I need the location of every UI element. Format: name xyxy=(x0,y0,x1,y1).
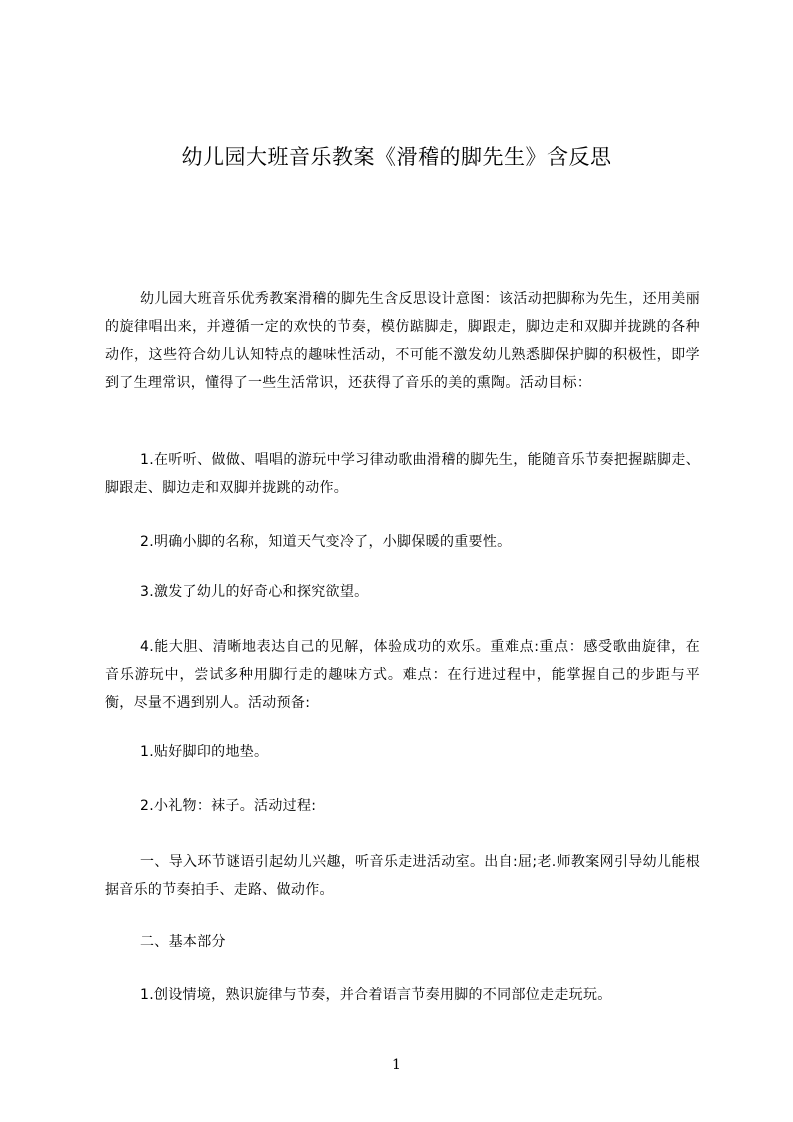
paragraph-basic-1: 1.创设情境，熟识旋律与节奏，并合着语言节奏用脚的不同部位走走玩玩。 xyxy=(140,987,612,1003)
paragraph-prep-2: 2.小礼物：袜子。活动过程: xyxy=(140,798,317,814)
paragraph-goal-4: 4.能大胆、清晰地表达自己的见解，体验成功的欢乐。重难点:重点：感受歌曲旋律，在音乐游玩中，尝试多种用脚行走的趣味方式。难点：在行进过程中，能掌握自己的步距与平衡，尽量不遇到别人。活动预备: xyxy=(105,639,700,711)
page-number: 1 xyxy=(392,1057,401,1073)
paragraph-section-basic: 二、基本部分 xyxy=(140,934,226,950)
paragraph-goal-3: 3.激发了幼儿的好奇心和探究欲望。 xyxy=(140,584,369,600)
paragraph-goal-1: 1.在听听、做做、唱唱的游玩中学习律动歌曲滑稽的脚先生，能随音乐节奏把握踮脚走、脚跟走、脚边走和双脚并拢跳的动作。 xyxy=(105,452,700,496)
paragraph-goal-2: 2.明确小脚的名称，知道天气变冷了，小脚保暖的重要性。 xyxy=(140,534,512,550)
document-title: 幼儿园大班音乐教案《滑稽的脚先生》含反思 xyxy=(181,145,612,169)
paragraph-design-intent: 幼儿园大班音乐优秀教案滑稽的脚先生含反思设计意图：该活动把脚称为先生，还用美丽的旋律唱出来，并遵循一定的欢快的节奏，模仿踮脚走，脚跟走，脚边走和双脚并拢跳的各种动作，这些符合幼儿认知特点的趣味性活动，不可能不激发幼儿熟悉脚保护脚的积极性，即学到了生理常识，懂得了一些生活常识，还获得了音乐的美的熏陶。活动目标： xyxy=(105,291,700,391)
paragraph-step-intro: 一、导入环节谜语引起幼儿兴趣，听音乐走进活动室。出自:屈;老.师教案网引导幼儿能根据音乐的节奏拍手、走路、做动作。 xyxy=(105,854,700,898)
paragraph-prep-1: 1.贴好脚印的地垫。 xyxy=(140,744,269,760)
